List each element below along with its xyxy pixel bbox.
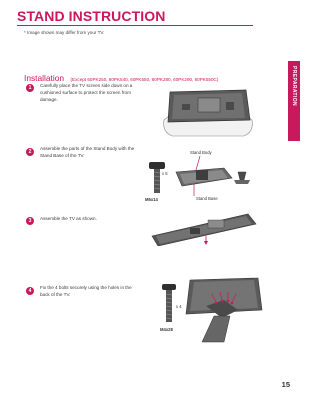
step-3-number: 3 — [26, 217, 34, 225]
step-2-number: 2 — [26, 148, 34, 156]
image-disclaimer: * Image shown may differ from your TV. — [24, 30, 105, 35]
bolt-count-label: x 4 — [176, 304, 182, 309]
step-2-line: Assemble the parts of the Stand Body with the — [40, 146, 135, 151]
tv-face-down-illustration — [160, 80, 256, 140]
page-number: 15 — [281, 380, 290, 389]
page-title: STAND INSTRUCTION — [17, 8, 166, 24]
bolt-m5x14-illustration — [146, 160, 172, 202]
bolt-size-label: M5x14 — [145, 197, 158, 202]
tv-stand-attach-illustration — [150, 206, 260, 246]
title-divider — [17, 25, 253, 26]
step-2-line: Stand Base of the TV. — [40, 153, 85, 158]
step-3-text — [40, 215, 150, 222]
bolt-size-label: M4x28 — [160, 327, 173, 332]
step-1-number: 1 — [26, 84, 34, 92]
step-2-text — [40, 145, 150, 159]
step-1-text — [40, 82, 148, 103]
step-4-line: Fix the 4 bolts securely using the holes in the — [40, 285, 132, 290]
step-1-line: cushioned surface to protect the screen from — [40, 90, 131, 95]
bolt-count-label: x 5 — [162, 171, 168, 176]
stand-base-label: Stand Base — [196, 196, 218, 201]
step-3-line: Assemble the TV as shown. — [40, 216, 97, 221]
model-exceptions: (Except 60PK250, 60PK540, 60PK550, 60PK280, 60PK290, 60PK550C) — [70, 77, 219, 82]
side-tab-label: PREPARATION — [291, 66, 297, 107]
tv-back-bolts-illustration — [184, 276, 264, 346]
stand-assembly-illustration — [174, 156, 254, 196]
step-4-line: back of the TV. — [40, 292, 71, 297]
step-4-number: 4 — [26, 287, 34, 295]
step-4-text — [40, 284, 150, 298]
step-1-line: damage. — [40, 97, 58, 102]
step-1-line: Carefully place the TV screen side down on a — [40, 83, 133, 88]
section-title: Installation — [24, 73, 65, 83]
stand-body-label: Stand Body — [190, 150, 212, 155]
